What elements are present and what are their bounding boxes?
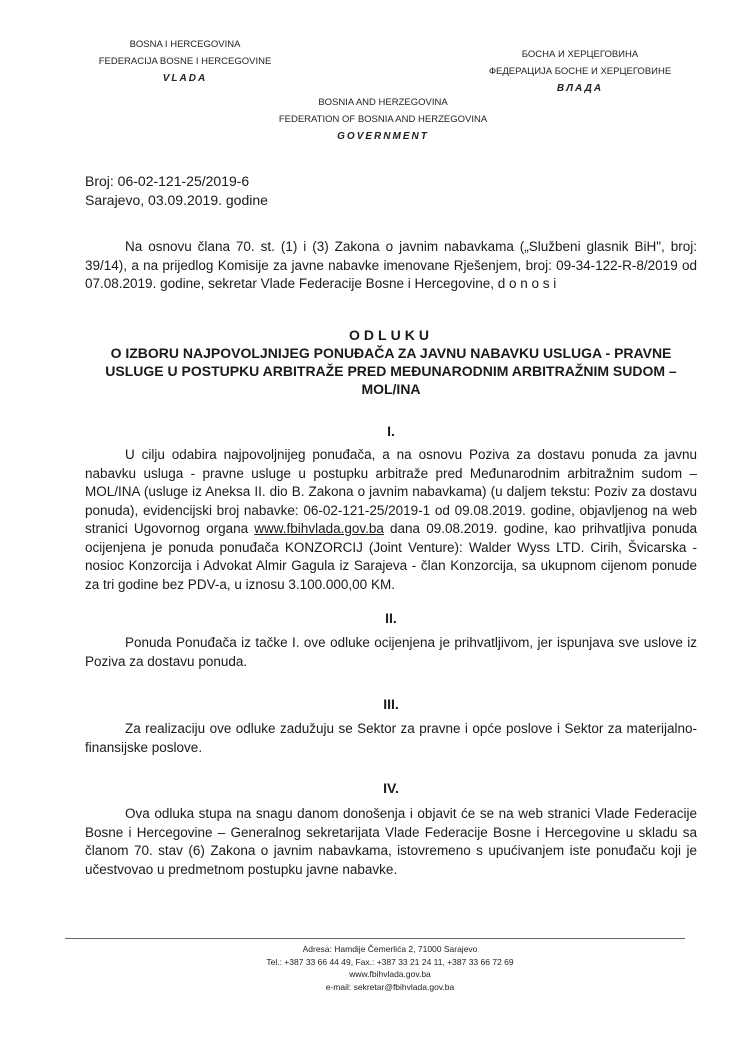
section-2-paragraph [85, 634, 697, 671]
header-left-country: BOSNA I HERCEGOVINA [129, 39, 241, 50]
section-1-text-after: dana 09.08.2019. godine, kao prihvatljiva ponuda ocijenjena je ponuda ponuđača KONZORCIJ (Joint Venture): Walder Wyss LTD. Cirih, Švicarska - nosioc Konzorcija i Advokat Almir Gagula iz Sarajeva - član Konzorcija, sa ukupnom cijenom ponude za tri godine bez PDV-a, u iznosu 3.100.000,00 KM. [85, 521, 698, 592]
header-left-government: VLADA [162, 73, 208, 84]
footer-contact [180, 943, 600, 993]
decision-title [85, 326, 697, 398]
intro-paragraph [85, 238, 697, 294]
footer-email: e-mail: sekretar@fbihvlada.gov.ba [325, 981, 455, 992]
section-4-number: IV. [383, 780, 399, 796]
header-center-country: BOSNIA AND HERZEGOVINA [318, 97, 448, 108]
section-2-text: Ponuda Ponuđača iz tačke I. ove odluke ocijenjena je prihvatljivom, jer ispunjava sve uslove iz Poziva za dostavu ponuda. [85, 635, 697, 669]
header-right-cyrillic [480, 46, 680, 97]
document-meta [85, 172, 268, 210]
header-center-federation: FEDERATION OF BOSNIA AND HERZEGOVINA [278, 114, 488, 125]
footer-divider [65, 938, 685, 939]
document-number: Broj: 06-02-121-25/2019-6 [85, 173, 250, 189]
header-left-latin [85, 36, 285, 87]
footer-phone: Tel.: +387 33 66 44 49, Fax.: +387 33 21 24 11, +387 33 66 72 69 [266, 956, 514, 967]
section-3-text: Za realizaciju ove odluke zadužuju se Sektor za pravne i opće poslove i Sektor za materijalno-finansijske poslove. [85, 721, 697, 755]
footer-web: www.fbihvlada.gov.ba [349, 969, 431, 979]
intro-text: Na osnovu člana 70. st. (1) i (3) Zakona o javnim nabavkama („Službeni glasnik BiH", broj: 39/14), a na prijedlog Komisije za javne nabavke imenovane Rješenjem, broj: 09-34-122-R-8/2019 od 07.08.2019. godine, sekretar Vlade Federacije Bosne i Hercegovine, d o n o s i [85, 239, 697, 291]
section-3-paragraph [85, 720, 697, 757]
document-place-date: Sarajevo, 03.09.2019. godine [85, 192, 268, 208]
section-4-text: Ova odluka stupa na snagu danom donošenja i objavit će se na web stranici Vlade Federacije Bosne i Hercegovine – Generalnog sekretarijata Vlade Federacije Bosne i Hercegovine u skladu sa članom 70. stav (6) Zakona o javnim nabavkama, istovremeno s upućivanjem iste ponuđaču koji je učestvovao u predmetnom postupku javne nabavke. [85, 806, 697, 877]
decision-title-line2: USLUGE U POSTUPKU ARBITRAŽE PRED MEĐUNARODNIM ARBITRAŽNIM SUDOM – [105, 363, 677, 379]
website-link[interactable]: www.fbihvlada.gov.ba [254, 521, 384, 536]
header-left-federation: FEDERACIJA BOSNE I HERCEGOVINE [98, 56, 272, 67]
header-right-federation: ФЕДЕРАЦИЈА БОСНЕ И ХЕРЦЕГОВИНЕ [488, 66, 672, 77]
section-3-number: III. [383, 696, 399, 712]
header-center-english [258, 94, 508, 145]
section-1-number: I. [387, 423, 395, 439]
header-center-government: GOVERNMENT [337, 131, 429, 142]
decision-word: ODLUKU [349, 327, 433, 343]
header-right-country: БОСНА И ХЕРЦЕГОВИНА [521, 49, 639, 60]
section-1-paragraph [85, 446, 697, 594]
section-4-paragraph [85, 805, 697, 879]
section-2-number: II. [385, 610, 397, 626]
footer-address: Adresa: Hamdije Čemerlića 2, 71000 Sarajevo [302, 944, 478, 954]
decision-title-line1: O IZBORU NAJPOVOLJNIJEG PONUĐAČA ZA JAVNU NABAVKU USLUGA - PRAVNE [110, 345, 672, 361]
decision-title-line3: MOL/INA [361, 381, 421, 397]
header-right-government: ВЛАДА [556, 83, 604, 94]
section-1-text-before: U cilju odabira najpovoljnijeg ponuđača, a na osnovu Poziva za dostavu ponuda za javnu nabavku usluga - pravne usluge u postupku arbitraže pred Međunarodnim arbitražnim sudom – MOL/INA (usluge iz Aneksa II. dio B. Zakona o javnim nabavkama) (u daljem tekstu: Poziv za dostavu ponuda), evidencijski broj nabavke: 06-02-121-25/2019-1 od 09.08.2019. godine, objavljenog na web stranici Ugovornog organa [85, 447, 697, 536]
